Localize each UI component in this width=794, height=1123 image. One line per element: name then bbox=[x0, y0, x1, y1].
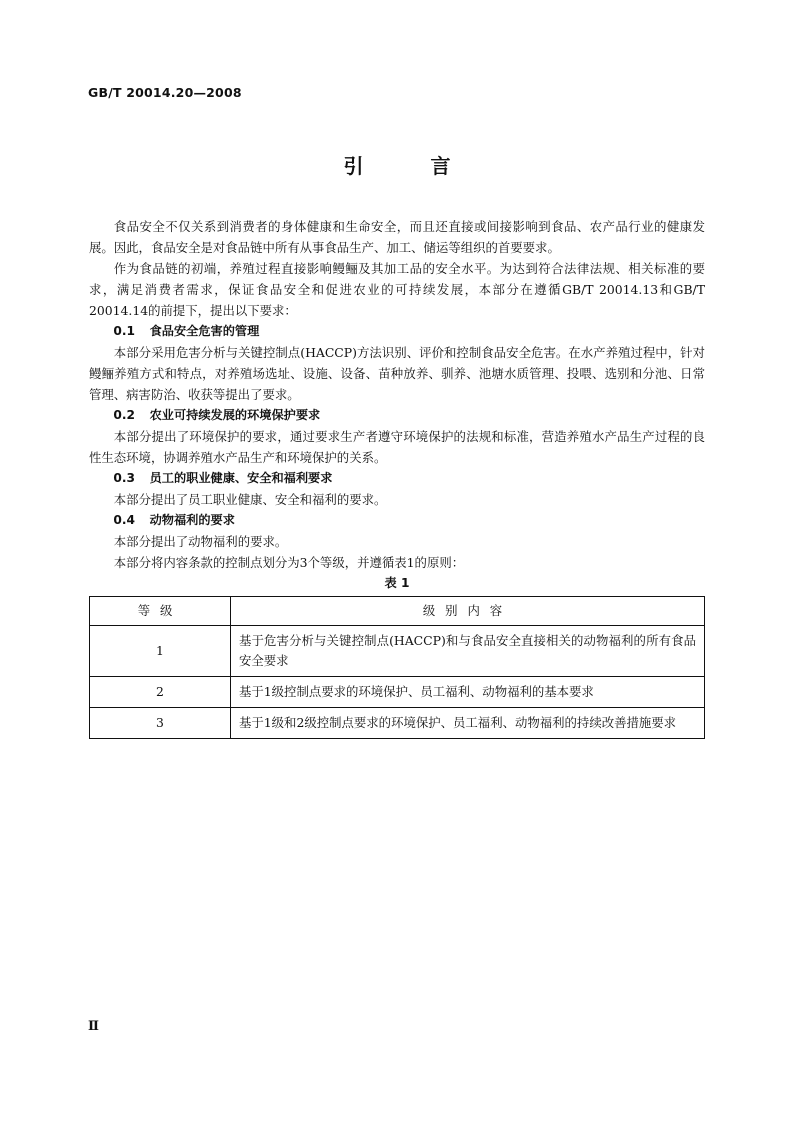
section-heading bbox=[89, 405, 705, 426]
section-text: 本部分提出了员工职业健康、安全和福利的要求。 bbox=[113, 492, 387, 507]
page-title: 引 言 bbox=[343, 154, 481, 178]
section-text: 本部分提出了动物福利的要求。 bbox=[113, 534, 288, 549]
content-cell: 基于1级控制点要求的环境保护、员工福利、动物福利的基本要求 bbox=[231, 677, 705, 708]
section-title: 动物福利的要求 bbox=[149, 513, 235, 527]
grade-cell: 2 bbox=[90, 677, 231, 708]
section-title: 员工的职业健康、安全和福利要求 bbox=[149, 471, 333, 485]
document-body bbox=[89, 216, 705, 739]
intro-paragraph-2: 作为食品链的初端，养殖过程直接影响鳗鲡及其加工品的安全水平。为达到符合法律法规、相关标准的要求，满足消费者需求，保证食品安全和促进农业的可持续发展，本部分在遵循GB/T 20014.13和GB/T 20014.14的前提下，提出以下要求： bbox=[89, 261, 705, 318]
section-text: 本部分采用危害分析与关键控制点(HACCP)方法识别、评价和控制食品安全危害。在水产养殖过程中，针对鳗鲡养殖方式和特点，对养殖场选址、设施、设备、苗种放养、驯养、池塘水质管理、投喂、选别和分池、日常管理、病害防治、收获等提出了要求。 bbox=[89, 345, 705, 402]
section-heading bbox=[89, 510, 705, 531]
table-header-row bbox=[90, 597, 705, 626]
grade-cell: 3 bbox=[90, 708, 231, 739]
content-cell: 基于危害分析与关键控制点(HACCP)和与食品安全直接相关的动物福利的所有食品安全要求 bbox=[231, 626, 705, 677]
table-row bbox=[90, 677, 705, 708]
intro-paragraph-1: 食品安全不仅关系到消费者的身体健康和生命安全，而且还直接或间接影响到食品、农产品行业的健康发展。因此，食品安全是对食品链中所有从事食品生产、加工、储运等组织的首要要求。 bbox=[89, 219, 705, 255]
section-title: 农业可持续发展的环境保护要求 bbox=[149, 408, 321, 422]
section-number: 0.3 bbox=[113, 471, 135, 485]
table-row bbox=[90, 708, 705, 739]
section-number: 0.2 bbox=[113, 408, 135, 422]
grade-column-header: 等级 bbox=[90, 597, 231, 626]
section-heading bbox=[89, 321, 705, 342]
grade-cell: 1 bbox=[90, 626, 231, 677]
content-cell: 基于1级和2级控制点要求的环境保护、员工福利、动物福利的持续改善措施要求 bbox=[231, 708, 705, 739]
content-column-header: 级别内容 bbox=[231, 597, 705, 626]
section-title: 食品安全危害的管理 bbox=[149, 324, 260, 338]
table-caption: 表 1 bbox=[384, 576, 410, 590]
table-row bbox=[90, 626, 705, 677]
section-text: 本部分提出了环境保护的要求，通过要求生产者遵守环境保护的法规和标准，营造养殖水产品生产过程的良性生态环境，协调养殖水产品生产和环境保护的关系。 bbox=[89, 429, 705, 465]
grade-table bbox=[89, 596, 705, 739]
standard-code: GB/T 20014.20—2008 bbox=[88, 85, 242, 100]
page-number: Ⅱ bbox=[88, 1019, 99, 1034]
section-number: 0.4 bbox=[113, 513, 135, 527]
section-heading bbox=[89, 468, 705, 489]
closing-paragraph: 本部分将内容条款的控制点划分为3个等级，并遵循表1的原则： bbox=[113, 555, 465, 570]
section-number: 0.1 bbox=[113, 324, 135, 338]
